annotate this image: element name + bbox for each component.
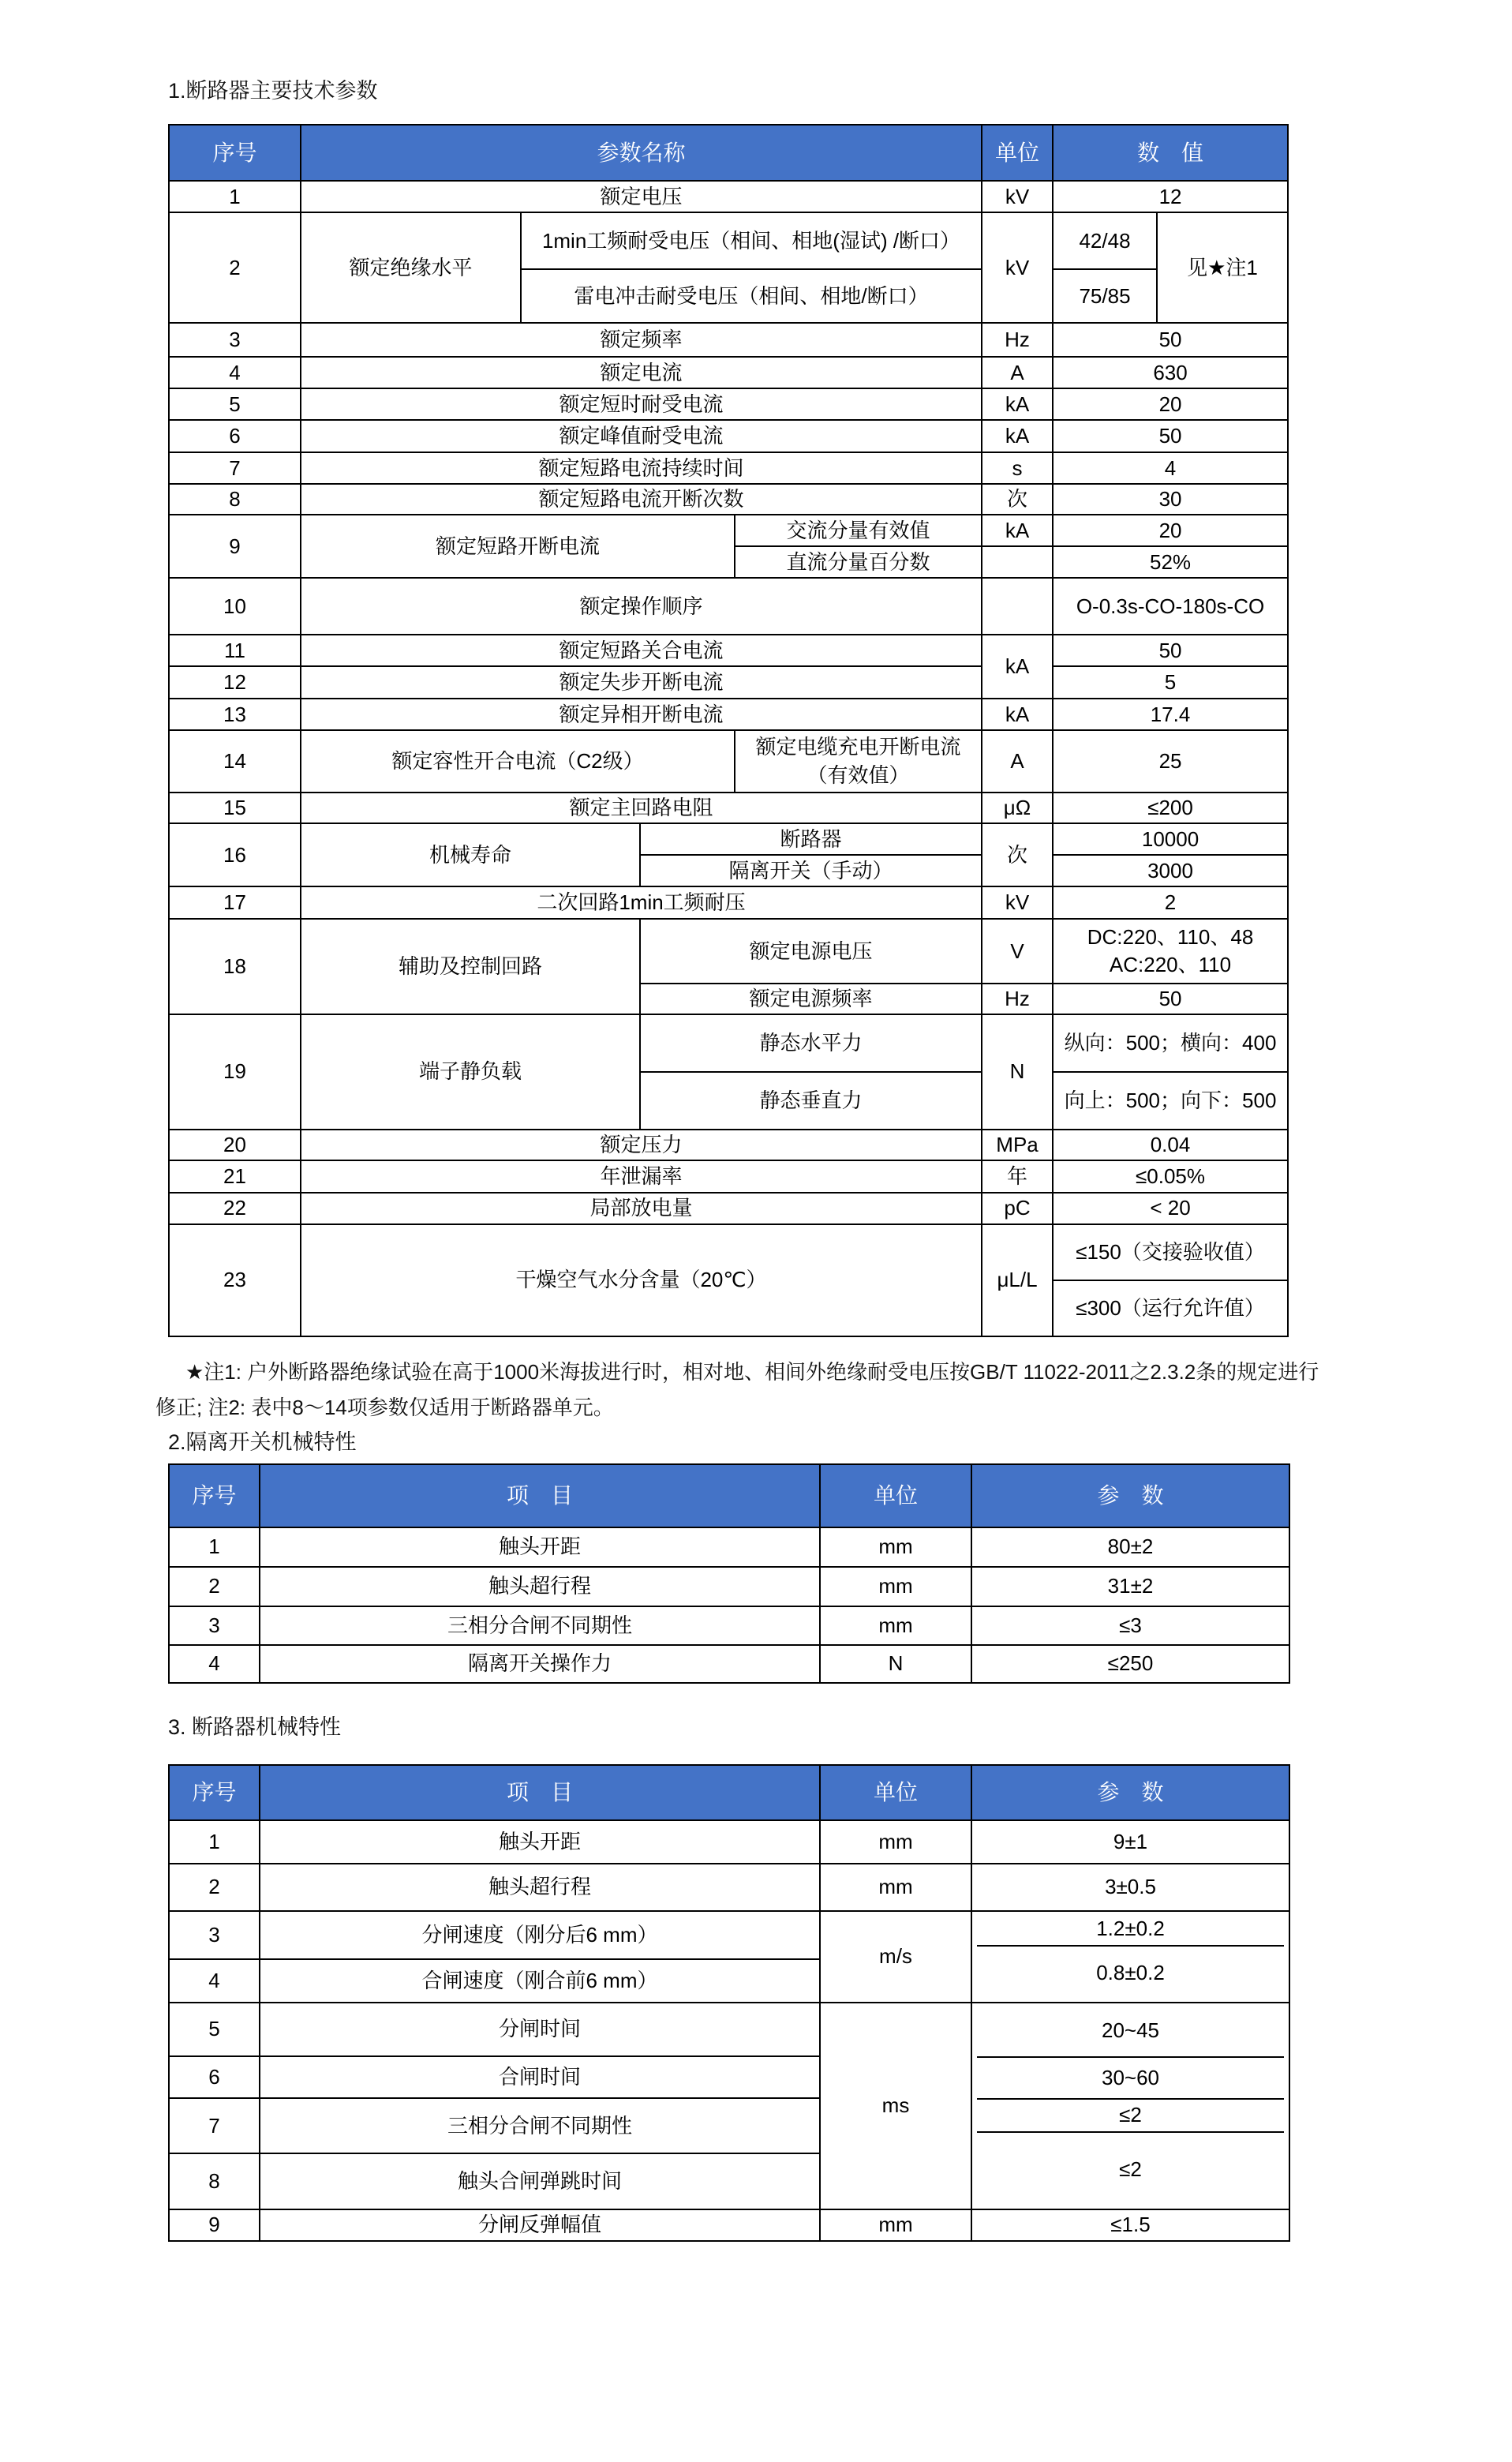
c-name: 额定峰值耐受电流 (301, 420, 982, 452)
c-no: 19 (169, 1014, 301, 1130)
c-name: 静态水平力 (640, 1014, 982, 1072)
c-unit: μL/L (982, 1224, 1053, 1336)
c-unit: 年 (982, 1160, 1053, 1193)
c-no: 10 (169, 578, 301, 635)
table-row (169, 2003, 1289, 2056)
c-name: 雷电冲击耐受电压（相间、相地/断口） (521, 269, 982, 323)
c-name: 隔离开关（手动） (640, 855, 982, 886)
c-no: 12 (169, 666, 301, 699)
c-name: 三相分合闸不同期性 (260, 1606, 820, 1645)
c-name: 静态垂直力 (640, 1072, 982, 1130)
c-name: 额定异相开断电流 (301, 699, 982, 730)
c-value: 10000 (1053, 823, 1288, 855)
c-no: 7 (169, 452, 301, 484)
c-value: 4 (1053, 452, 1288, 484)
c-unit-empty (982, 546, 1053, 578)
c-value: O-0.3s-CO-180s-CO (1053, 578, 1288, 635)
table-row (169, 699, 1288, 730)
c-name: 分闸时间 (260, 2003, 820, 2056)
c-value: 9±1 (971, 1820, 1289, 1864)
c-unit: s (982, 452, 1053, 484)
c-group: 端子静负载 (301, 1014, 640, 1130)
c-unit: mm (820, 1820, 971, 1864)
c-value: 20~45 (1101, 2018, 1160, 2042)
table-row (169, 1193, 1288, 1224)
c-value-group (971, 2003, 1289, 2209)
c-unit: V (982, 919, 1053, 984)
c-no: 6 (169, 2056, 260, 2099)
c-value: 80±2 (971, 1527, 1289, 1567)
table-breaker-main-parameters (168, 124, 1289, 1337)
table-row (169, 1130, 1288, 1160)
c-no: 18 (169, 919, 301, 1014)
c-name: 局部放电量 (301, 1193, 982, 1224)
table-row (169, 2209, 1289, 2241)
table-row (169, 323, 1288, 357)
c-value: 20 (1053, 515, 1288, 546)
c-value: 52% (1053, 546, 1288, 578)
c-no: 20 (169, 1130, 301, 1160)
c-no: 4 (169, 357, 301, 388)
c-name: 额定电源电压 (640, 919, 982, 984)
c-value: 0.04 (1053, 1130, 1288, 1160)
c-no: 1 (169, 1820, 260, 1864)
c-unit: 次 (982, 484, 1053, 515)
c-value: ≤2 (977, 2131, 1284, 2207)
c-name: 触头开距 (260, 1527, 820, 1567)
header-value: 数 值 (1053, 125, 1288, 181)
c-value: 1.2±0.2 (1096, 1917, 1165, 1941)
header-name: 项 目 (260, 1464, 820, 1527)
c-no: 8 (169, 484, 301, 515)
c-group: 额定绝缘水平 (301, 212, 521, 323)
table-header-row (169, 125, 1288, 181)
table-row (169, 1224, 1288, 1280)
c-no: 17 (169, 886, 301, 919)
table-row (169, 666, 1288, 699)
header-value: 参 数 (971, 1765, 1289, 1820)
header-unit: 单位 (820, 1464, 971, 1527)
table-row (169, 886, 1288, 919)
note-line-2: 修正; 注2: 表中8～14项参数仅适用于断路器单元。 (155, 1395, 614, 1419)
c-no: 23 (169, 1224, 301, 1336)
c-value: 50 (1053, 420, 1288, 452)
c-name: 额定失步开断电流 (301, 666, 982, 699)
table-row (169, 452, 1288, 484)
c-value: 17.4 (1053, 699, 1288, 730)
table-row (169, 420, 1288, 452)
c-name: 额定频率 (301, 323, 982, 357)
c-value: ≤3 (971, 1606, 1289, 1645)
c-name: 交流分量有效值 (735, 515, 982, 546)
c-value-group (971, 1911, 1289, 2003)
c-no: 1 (169, 1527, 260, 1567)
table-row (169, 1014, 1288, 1072)
c-unit: A (982, 357, 1053, 388)
c-no: 9 (169, 515, 301, 578)
table-row (169, 919, 1288, 984)
c-no: 5 (169, 2003, 260, 2056)
table-notes (155, 1355, 1512, 1426)
table-row (169, 578, 1288, 635)
c-no: 7 (169, 2098, 260, 2153)
c-value: ≤250 (971, 1645, 1289, 1683)
c-unit: kA (982, 420, 1053, 452)
c-unit: pC (982, 1193, 1053, 1224)
c-value: 630 (1053, 357, 1288, 388)
header-name: 参数名称 (301, 125, 982, 181)
c-value: DC:220、110、48 AC:220、110 (1053, 919, 1288, 984)
c-value: ≤1.5 (971, 2209, 1289, 2241)
table-row (169, 388, 1288, 420)
c-value: ≤300（运行允许值） (1053, 1280, 1288, 1336)
c-unit: Hz (982, 984, 1053, 1014)
c-value: ≤2 (977, 2098, 1284, 2131)
c-name: 额定压力 (301, 1130, 982, 1160)
c-name: 直流分量百分数 (735, 546, 982, 578)
header-unit: 单位 (982, 125, 1053, 181)
c-name: 年泄漏率 (301, 1160, 982, 1193)
c-value: 30~60 (977, 2056, 1284, 2098)
c-unit: kA (982, 388, 1053, 420)
c-unit: kV (982, 886, 1053, 919)
c-no: 2 (169, 1864, 260, 1911)
c-name: 断路器 (640, 823, 982, 855)
header-no: 序号 (169, 1464, 260, 1527)
c-value: 75/85 (1053, 269, 1157, 323)
c-name: 触头开距 (260, 1820, 820, 1864)
c-name: 1min工频耐受电压（相间、相地(湿试) /断口） (521, 212, 982, 269)
c-group: 机械寿命 (301, 823, 640, 886)
c-no: 14 (169, 730, 301, 793)
c-name: 三相分合闸不同期性 (260, 2098, 820, 2153)
c-value: < 20 (1053, 1193, 1288, 1224)
c-unit: mm (820, 1527, 971, 1567)
c-name: 合闸时间 (260, 2056, 820, 2099)
c-no: 15 (169, 793, 301, 823)
c-no: 5 (169, 388, 301, 420)
c-unit: μΩ (982, 793, 1053, 823)
table-disconnector-mechanical (168, 1463, 1290, 1684)
c-value: ≤0.05% (1053, 1160, 1288, 1193)
c-value: 30 (1053, 484, 1288, 515)
c-unit: N (982, 1014, 1053, 1130)
c-value: 20 (1053, 388, 1288, 420)
c-no: 13 (169, 699, 301, 730)
c-no: 21 (169, 1160, 301, 1193)
c-value: 50 (1053, 635, 1288, 666)
c-no: 1 (169, 181, 301, 212)
header-value: 参 数 (971, 1464, 1289, 1527)
c-group: 额定短路开断电流 (301, 515, 735, 578)
c-no: 2 (169, 212, 301, 323)
c-name: 额定电源频率 (640, 984, 982, 1014)
c-no: 16 (169, 823, 301, 886)
c-name: 额定主回路电阻 (301, 793, 982, 823)
c-unit: Hz (982, 323, 1053, 357)
c-unit: 次 (982, 823, 1053, 886)
section1-title: 1.断路器主要技术参数 (168, 79, 378, 103)
table-row (169, 635, 1288, 666)
table-row (169, 1606, 1289, 1645)
c-no: 2 (169, 1567, 260, 1606)
table-row (169, 1864, 1289, 1911)
c-value: 50 (1053, 984, 1288, 1014)
section3-title: 3. 断路器机械特性 (168, 1714, 342, 1739)
document-page (0, 76, 1512, 2462)
c-no: 11 (169, 635, 301, 666)
table-row (169, 515, 1288, 546)
c-name: 额定操作顺序 (301, 578, 982, 635)
c-name: 二次回路1min工频耐压 (301, 886, 982, 919)
c-unit: mm (820, 1606, 971, 1645)
section2-title: 2.隔离开关机械特性 (168, 1430, 357, 1454)
c-unit: N (820, 1645, 971, 1683)
c-no: 3 (169, 323, 301, 357)
c-name: 触头超行程 (260, 1864, 820, 1911)
table-row (169, 823, 1288, 855)
table-row (169, 1645, 1289, 1683)
c-name: 额定短路电流持续时间 (301, 452, 982, 484)
header-name: 项 目 (260, 1765, 820, 1820)
table-row (169, 181, 1288, 212)
c-name: 额定短时耐受电流 (301, 388, 982, 420)
table-row (169, 730, 1288, 793)
c-no: 9 (169, 2209, 260, 2241)
c-unit: kV (982, 212, 1053, 323)
c-unit: A (982, 730, 1053, 793)
c-no: 4 (169, 1959, 260, 2003)
c-note: 见★注1 (1157, 212, 1288, 323)
c-unit: kA (982, 515, 1053, 546)
c-value: 25 (1053, 730, 1288, 793)
c-name: 合闸速度（刚合前6 mm） (260, 1959, 820, 2003)
c-name: 干燥空气水分含量（20℃） (301, 1224, 982, 1336)
c-name: 额定电流 (301, 357, 982, 388)
c-unit: kA (982, 699, 1053, 730)
c-value: 3±0.5 (971, 1864, 1289, 1911)
c-name: 额定短路关合电流 (301, 635, 982, 666)
c-unit: MPa (982, 1130, 1053, 1160)
c-no: 8 (169, 2153, 260, 2209)
c-unit: m/s (820, 1911, 971, 2003)
c-unit: mm (820, 1864, 971, 1911)
header-no: 序号 (169, 1765, 260, 1820)
table-row (169, 1911, 1289, 1959)
table-row (169, 1820, 1289, 1864)
c-value: 3000 (1053, 855, 1288, 886)
table-row (169, 1527, 1289, 1567)
c-subname: 额定电缆充电开断电流 （有效值） (735, 730, 982, 793)
c-value: ≤150（交接验收值） (1053, 1224, 1288, 1280)
note-line-1: ★注1: 户外断路器绝缘试验在高于1000米海拔进行时，相对地、相间外绝缘耐受电压按GB/T 11022-2011之2.3.2条的规定进行 (185, 1359, 1319, 1384)
c-value: 42/48 (1053, 212, 1157, 269)
c-group: 辅助及控制回路 (301, 919, 640, 1014)
c-value: 31±2 (971, 1567, 1289, 1606)
c-value: 50 (1053, 323, 1288, 357)
c-no: 6 (169, 420, 301, 452)
c-name: 触头合闸弹跳时间 (260, 2153, 820, 2209)
table-row (169, 357, 1288, 388)
c-name: 额定容性开合电流（C2级） (301, 730, 735, 793)
c-no: 3 (169, 1911, 260, 1959)
c-unit-empty (982, 578, 1053, 635)
c-unit: kA (982, 635, 1053, 699)
c-name: 分闸反弹幅值 (260, 2209, 820, 2241)
c-unit: mm (820, 2209, 971, 2241)
header-no: 序号 (169, 125, 301, 181)
table-row (169, 793, 1288, 823)
c-unit: ms (820, 2003, 971, 2209)
c-name: 隔离开关操作力 (260, 1645, 820, 1683)
table-breaker-mechanical (168, 1764, 1290, 2242)
c-value: 0.8±0.2 (977, 1945, 1284, 2000)
c-name: 触头超行程 (260, 1567, 820, 1606)
c-unit: kV (982, 181, 1053, 212)
c-value: 2 (1053, 886, 1288, 919)
table-row (169, 484, 1288, 515)
c-no: 22 (169, 1193, 301, 1224)
table-row (169, 1567, 1289, 1606)
c-value: 向上：500；向下：500 (1053, 1072, 1288, 1130)
c-value: 12 (1053, 181, 1288, 212)
table-row (169, 212, 1288, 269)
c-name: 额定电压 (301, 181, 982, 212)
c-no: 3 (169, 1606, 260, 1645)
c-no: 4 (169, 1645, 260, 1683)
table-header-row (169, 1464, 1289, 1527)
table-row (169, 1160, 1288, 1193)
c-name: 额定短路电流开断次数 (301, 484, 982, 515)
table-header-row (169, 1765, 1289, 1820)
c-name: 分闸速度（刚分后6 mm） (260, 1911, 820, 1959)
c-unit: mm (820, 1567, 971, 1606)
c-value: ≤200 (1053, 793, 1288, 823)
header-unit: 单位 (820, 1765, 971, 1820)
c-value: 5 (1053, 666, 1288, 699)
c-value: 纵向：500；横向：400 (1053, 1014, 1288, 1072)
